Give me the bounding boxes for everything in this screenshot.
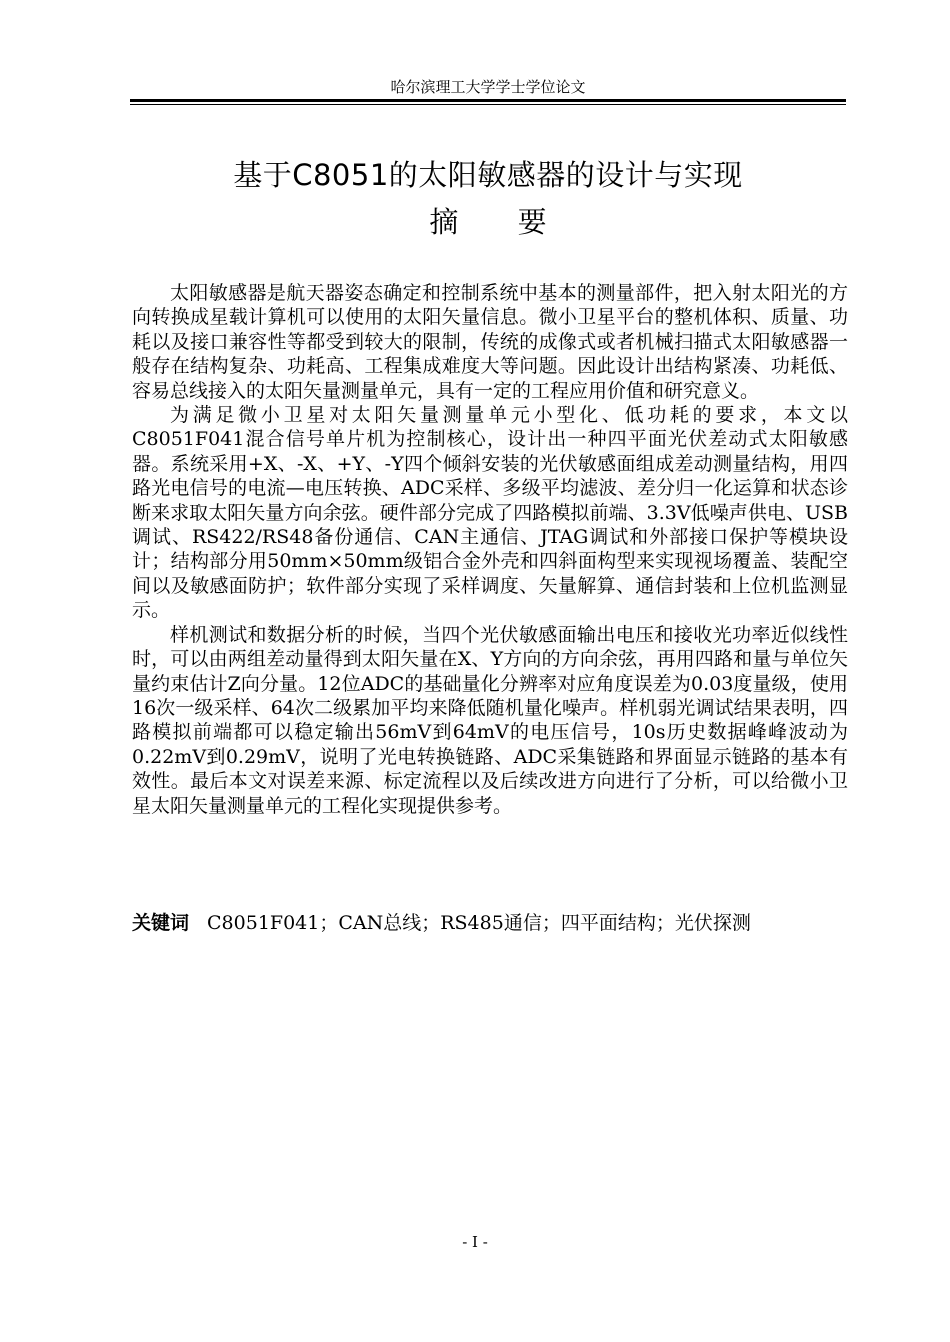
keywords-text: C8051F041；CAN总线；RS485通信；四平面结构；光伏探测: [207, 912, 751, 934]
abstract-paragraph: 太阳敏感器是航天器姿态确定和控制系统中基本的测量部件，把入射太阳光的方向转换成星载计算机可以使用的太阳矢量信息。微小卫星平台的整机体积、质量、功耗以及接口兼容性等都受到较大的限制，传统的成像式或者机械扫描式太阳敏感器一般存在结构复杂、功耗高、工程集成难度大等问题。因此设计出结构紧凑、功耗低、容易总线接入的太阳矢量测量单元，具有一定的工程应用价值和研究意义。: [132, 282, 848, 402]
running-header: 哈尔滨理工大学学士学位论文: [390, 78, 586, 96]
page-number: - I -: [462, 1233, 488, 1251]
abstract-paragraph: 样机测试和数据分析的时候，当四个光伏敏感面输出电压和接收光功率近似线性时，可以由两组差动量得到太阳矢量在X、Y方向的方向余弦，再用四路和量与单位矢量约束估计Z向分量。12位ADC的基础量化分辨率对应角度误差为0.03度量级，使用16次一级采样、64次二级累加平均来降低随机量化噪声。样机弱光调试结果表明，四路模拟前端都可以稳定输出56mV到64mV的电压信号，10s历史数据峰峰波动为0.22mV到0.29mV，说明了光电转换链路、ADC采集链路和界面显示链路的基本有效性。最后本文对误差来源、标定流程以及后续改进方向进行了分析，可以给微小卫星太阳矢量测量单元的工程化实现提供参考。: [132, 623, 848, 817]
keywords-label: 关键词: [132, 912, 190, 934]
keywords-line: [132, 911, 848, 935]
abstract-heading: 摘 要: [429, 205, 547, 239]
abstract-body: [132, 281, 848, 818]
abstract-paragraph: 为满足微小卫星对太阳矢量测量单元小型化、低功耗的要求，本文以C8051F041混合信号单片机为控制核心，设计出一种四平面光伏差动式太阳敏感器。系统采用+X、-X、+Y、-Y四个倾斜安装的光伏敏感面组成差动测量结构，用四路光电信号的电流—电压转换、ADC采样、多级平均滤波、差分归一化运算和状态诊断来求取太阳矢量方向余弦。硬件部分完成了四路模拟前端、3.3V低噪声供电、USB调试、RS422/RS48备份通信、CAN主通信、JTAG调试和外部接口保护等模块设计；结构部分用50mm×50mm级铝合金外壳和四斜面构型来实现视场覆盖、装配空间以及敏感面防护；软件部分实现了采样调度、矢量解算、通信封装和上位机监测显示。: [132, 404, 848, 622]
header-rule-thick: [130, 99, 846, 102]
paper-title: 基于C8051的太阳敏感器的设计与实现: [233, 158, 743, 192]
header-rule-thin: [130, 104, 846, 105]
